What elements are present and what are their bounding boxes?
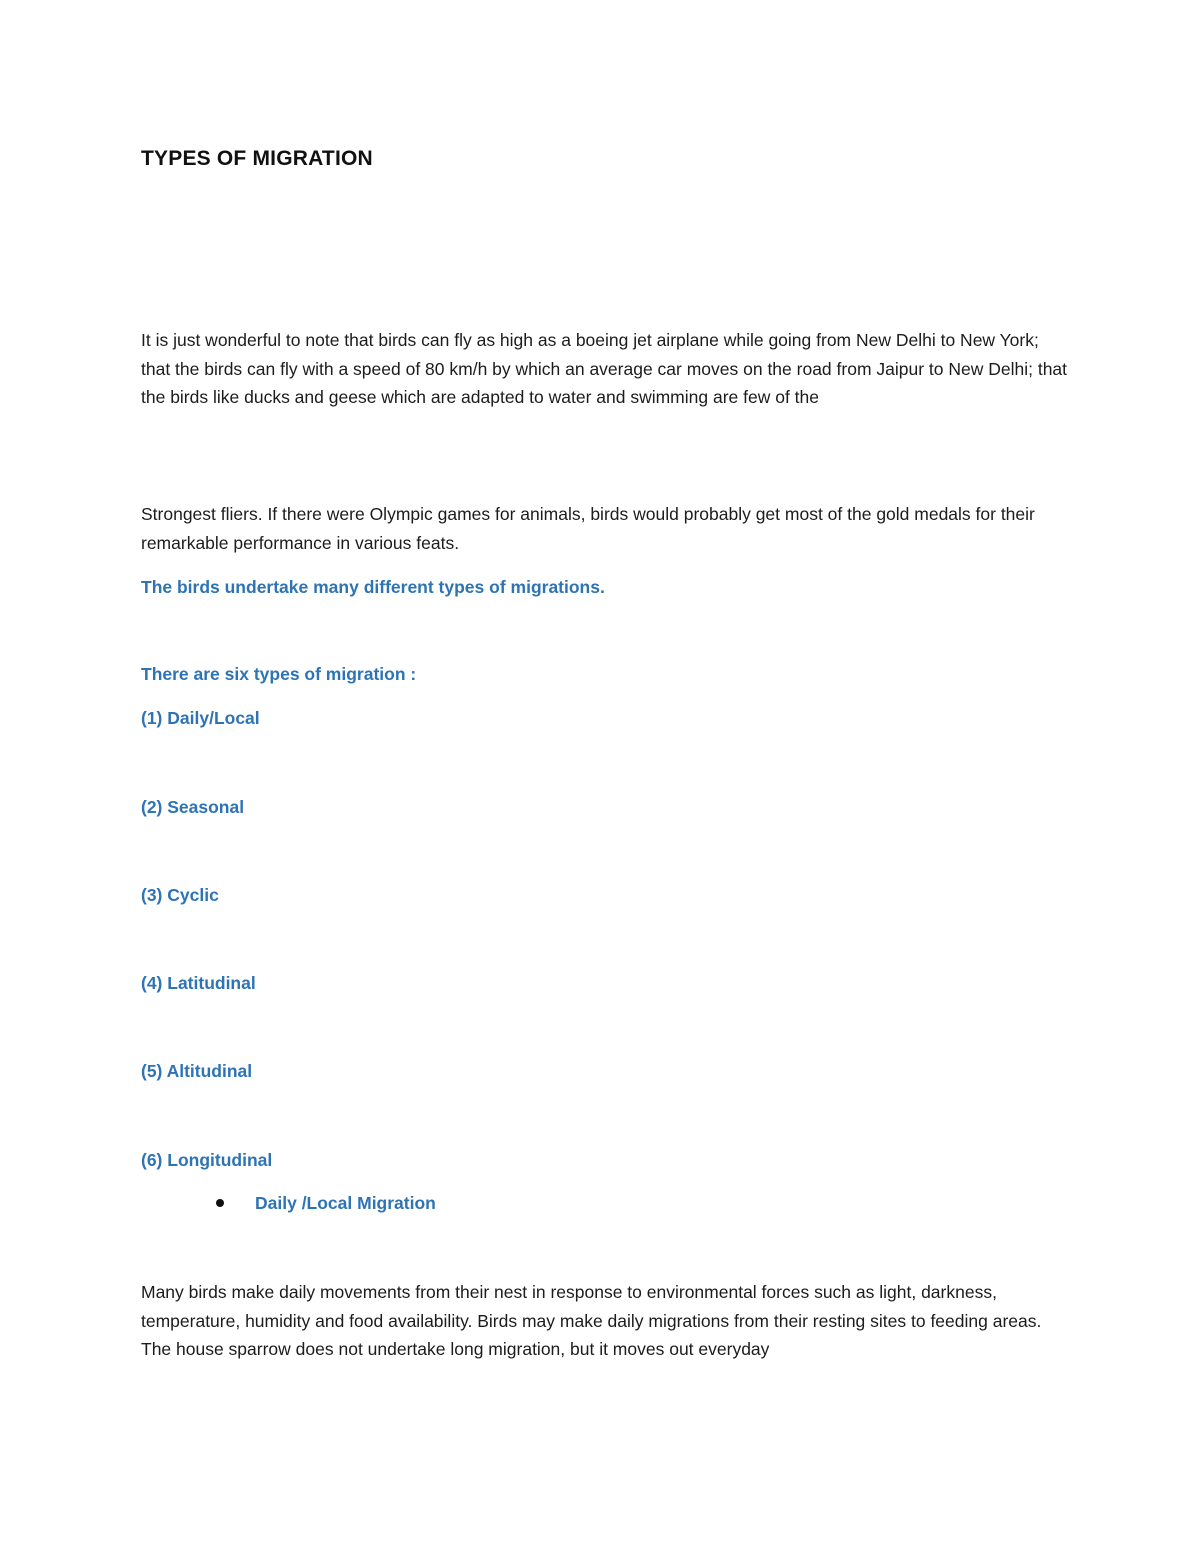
document-title: TYPES OF MIGRATION bbox=[141, 147, 373, 170]
type-item-latitudinal: (4) Latitudinal bbox=[141, 973, 256, 993]
type-item-altitudinal: (5) Altitudinal bbox=[141, 1061, 253, 1081]
types-list-heading: There are six types of migration : bbox=[141, 664, 417, 684]
bullet-icon bbox=[216, 1199, 224, 1207]
daily-migration-paragraph: Many birds make daily movements from their nest in response to environmental forces such as light, darkness, temperature, humidity and food availability. Birds may make daily migrations from their resting sites to feeding areas. The house sparrow does not undertake long migration, but it moves out everyday bbox=[141, 1282, 1042, 1359]
daily-local-migration-heading: Daily /Local Migration bbox=[255, 1193, 436, 1213]
type-item-cyclic: (3) Cyclic bbox=[141, 885, 219, 905]
type-item-seasonal: (2) Seasonal bbox=[141, 797, 245, 817]
strongest-fliers-paragraph: Strongest fliers. If there were Olympic games for animals, birds would probably get most of the gold medals for their remarkable performance in various feats. bbox=[141, 504, 1035, 553]
bullet-list-item bbox=[216, 1189, 436, 1217]
intro-paragraph: It is just wonderful to note that birds can fly as high as a boeing jet airplane while going from New Delhi to New York; that the birds can fly with a speed of 80 km/h by which an average car moves on the road from Jaipur to New Delhi; that the birds like ducks and geese which are adapted to water and swimming are few of the bbox=[141, 330, 1068, 407]
type-item-longitudinal: (6) Longitudinal bbox=[141, 1150, 273, 1170]
type-item-daily-local: (1) Daily/Local bbox=[141, 708, 260, 728]
migrations-intro-line: The birds undertake many different types of migrations. bbox=[141, 577, 605, 597]
